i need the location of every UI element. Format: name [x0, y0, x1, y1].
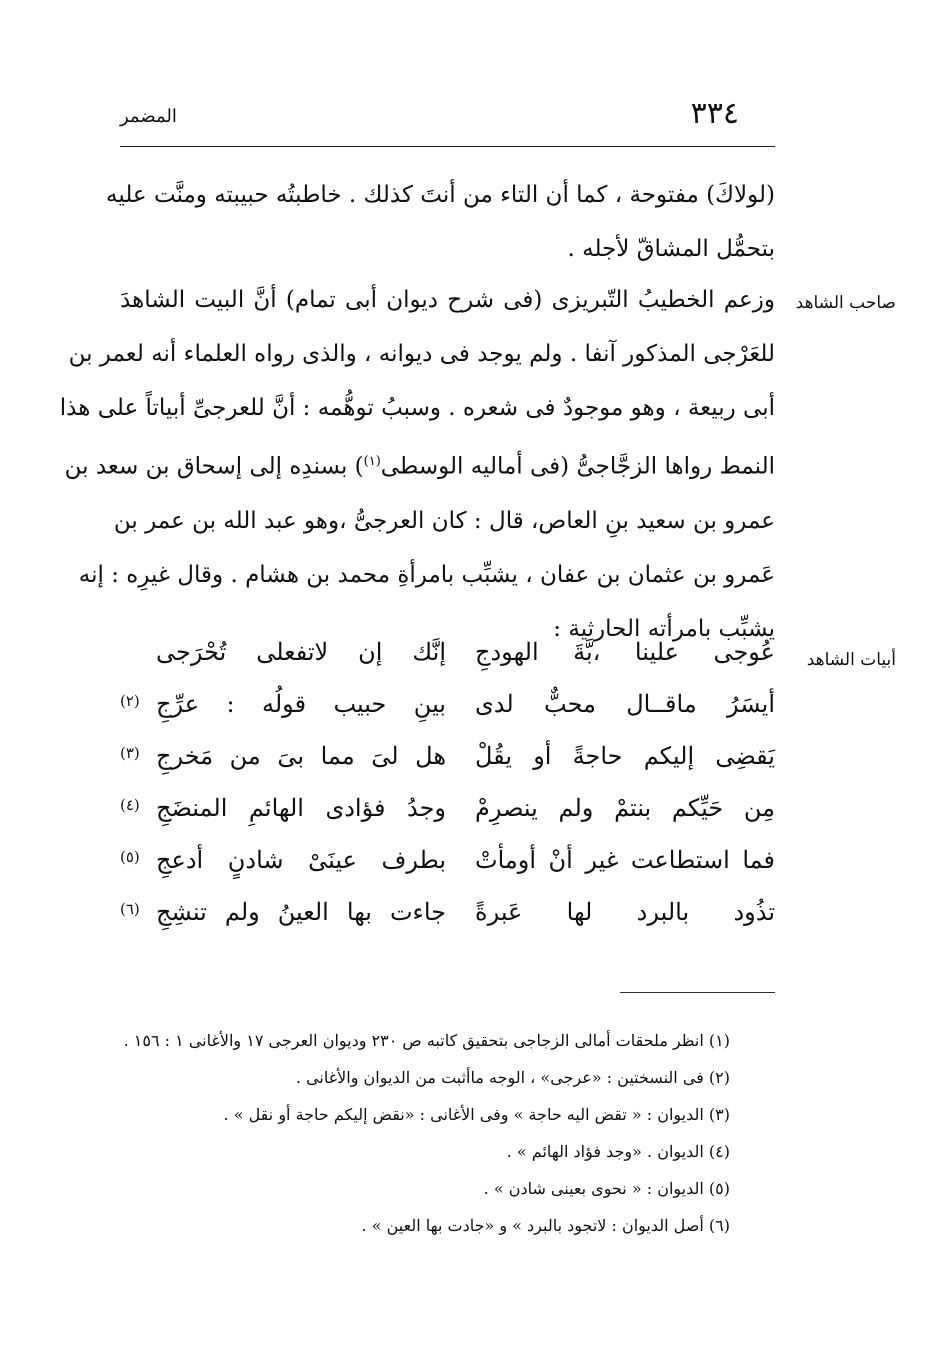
text-line: للعَرْجى المذكور آنفا . ولم يوجد فى ديوانه ، والذى رواه العلماء أنه لعمر بن [68, 341, 775, 367]
verse-second-hemistich: وجدُ فؤادى الهائمِ المنضَجِ [156, 794, 446, 822]
verse [120, 846, 775, 898]
footnote-ref: (٢) [120, 692, 140, 710]
text-line: (لولاكَ) مفتوحة ، كما أن التاء من أنتَ كذلك . خاطبتُه حبيبته ومنَّت عليه [106, 182, 775, 208]
text-line: يشبِّب بامرأته الحارثية : [553, 615, 775, 642]
verse-first-hemistich: عُوجى علينا ،بَّةَ الهودجِ [475, 638, 775, 666]
verse-first-hemistich: فما استطاعت غير أنْ أومأتْ [475, 846, 775, 874]
poem-verses [120, 638, 775, 950]
verse-second-hemistich: بينِ حبيب قولُه : عرِّجِ [156, 690, 446, 718]
text-line: عَمرو بن عثمان بن عفان ، يشبِّب بامرأةِ محمد بن هشام . وقال غيرِه : إنه [78, 561, 775, 588]
verse-first-hemistich: تذُود بالبرد لها عَبرةً [475, 898, 775, 926]
verse-first-hemistich: يَقضِى إليكم حاجةً أو يقُلْ [475, 742, 775, 770]
header-rule [120, 146, 775, 147]
text-fragment: النمط رواها الزجَّاجىُّ (فى أماليه الوسطى [380, 453, 775, 480]
intro-paragraph [106, 168, 775, 276]
verse-first-hemistich: مِن حَيِّكم بنتمْ ولم ينصرِمْ [475, 794, 775, 822]
text-line: عمرو بن سعيد بنِ العاص، قال : كان العرجىُّ ،وهو عبد الله بن عمر بن [113, 507, 775, 534]
text-line [64, 435, 775, 494]
footnote: (٥) الديوان : « نحوى بعينى شادن » . [483, 1179, 730, 1198]
text-line: بتحمُّل المشاقّ لأجله . [567, 236, 775, 262]
footnote: (٢) فى النسختين : «عرجى» ، الوجه ماأثبت من الديوان والأغانى . [295, 1068, 730, 1087]
verse-first-hemistich: أيسَرُ ماقــال محبٌّ لدى [475, 690, 775, 718]
side-label-verses: أبيات الشاهد [806, 650, 896, 670]
footnote-rule [620, 992, 775, 993]
footnote: (٤) الديوان . «وجد فؤاد الهائم » . [506, 1142, 730, 1161]
verse-second-hemistich: إنَّك إن لاتفعلى تُحْرَجى [156, 638, 446, 666]
footnote: (٣) الديوان : « تقض اليه حاجة » وفى الأغانى : «نقض إليكم حاجة أو نقل » . [223, 1105, 730, 1124]
side-label-author: صاحب الشاهد [795, 293, 896, 313]
verse [120, 638, 775, 690]
running-title: المضمر [120, 106, 177, 127]
verse-second-hemistich: هل لىَ مما بىَ من مَخرجِ [156, 742, 446, 770]
footnote: (٦) أصل الديوان : لاتجود بالبرد » و «جادت بها العين » . [361, 1216, 730, 1235]
footnotes [100, 1022, 730, 1244]
footnote: (١) انظر ملحقات أمالى الزجاجى بتحقيق كاتبه ص ٢٣٠ وديوان العرجى ١٧ والأغانى ١ : ١٥٦ . [123, 1031, 730, 1050]
verse [120, 690, 775, 742]
verse [120, 898, 775, 950]
verse-second-hemistich: بطرف عينَىْ شادنٍ أدعجِ [156, 846, 446, 874]
text-line: وزعم الخطيبُ التّبريزى (فى شرح ديوان أبى تمام) أنَّ البيت الشاهدَ [120, 287, 775, 313]
text-fragment: ) بسندِه إلى إسحاق بن سعد بن [64, 453, 364, 480]
text-line: أبى ربيعة ، وهو موجودٌ فى شعره . وسببُ توهُّمه : أنَّ للعرجىِّ أبياتاً على هذا [59, 395, 775, 421]
verse [120, 742, 775, 794]
verse [120, 794, 775, 846]
footnote-ref: (٦) [120, 900, 140, 918]
footnote-ref: (٤) [120, 796, 140, 814]
verse-second-hemistich: جاءت بها العينُ ولم تنشِجِ [156, 898, 446, 926]
footnote-ref: (٥) [120, 848, 140, 866]
footnote-ref: (٣) [120, 744, 140, 762]
author-paragraph [59, 273, 775, 656]
page-number: ٣٣٤ [690, 96, 739, 131]
footnote-ref: (١) [363, 454, 381, 469]
